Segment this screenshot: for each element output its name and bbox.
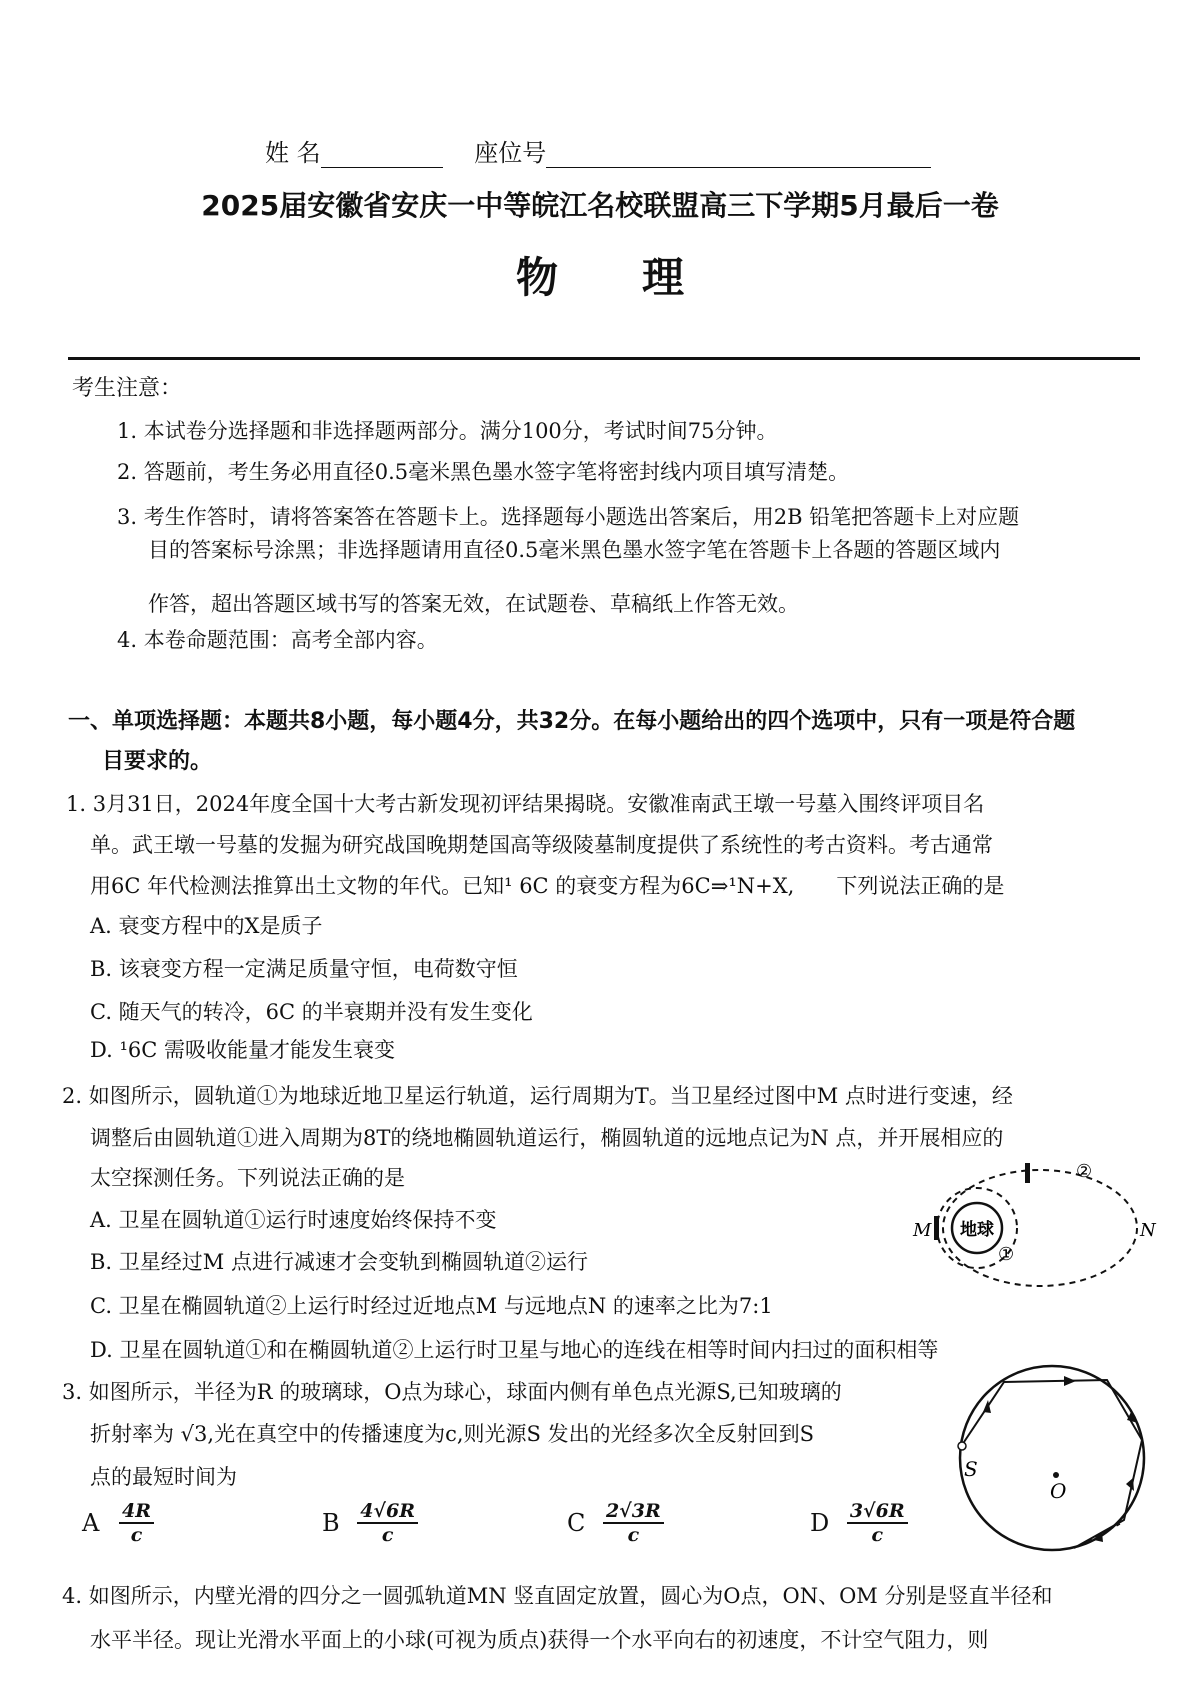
seat-label: 座位号 bbox=[474, 139, 547, 167]
name-label: 姓 名 bbox=[265, 139, 321, 167]
q3-option-a-label: A bbox=[82, 1509, 100, 1537]
q4-stem-line-1: 4. 如图所示，内壁光滑的四分之一圆弧轨道MN 竖直固定放置，圆心为O点，ON、OM 分别是竖直半径和 bbox=[62, 1584, 1053, 1608]
q3-option-d-den: c bbox=[871, 1524, 884, 1546]
orbit-1-label: ① bbox=[998, 1244, 1015, 1265]
q3-option-a-num: 4R bbox=[119, 1500, 154, 1524]
glass-sphere-figure bbox=[952, 1360, 1152, 1560]
satellite-m-icon bbox=[934, 1216, 939, 1240]
center-label: O bbox=[1050, 1479, 1067, 1503]
earth-label: 地球 bbox=[960, 1220, 994, 1240]
q3-option-a-den: c bbox=[130, 1524, 143, 1546]
notice-item-3: 3. 考生作答时，请将答案答在答题卡上。选择题每小题选出答案后，用2B 铅笔把答题卡上对应题 bbox=[117, 505, 1020, 529]
q1-option-c[interactable]: C. 随天气的转冷，6C 的半衰期并没有发生变化 bbox=[90, 1000, 533, 1024]
center-point bbox=[1053, 1472, 1059, 1478]
arrow-icon-2 bbox=[1064, 1376, 1076, 1386]
q4-stem-line-2: 水平半径。现让光滑水平面上的小球(可视为质点)获得一个水平向右的初速度，不计空气阻力，则 bbox=[90, 1628, 989, 1652]
q3-option-c-label: C bbox=[567, 1509, 586, 1537]
q2-option-a[interactable]: A. 卫星在圆轨道①运行时速度始终保持不变 bbox=[90, 1208, 497, 1232]
q3-stem-line-1: 3. 如图所示，半径为R 的玻璃球，O点为球心，球面内侧有单色点光源S,已知玻璃的 bbox=[62, 1380, 842, 1404]
q3-option-d-fraction bbox=[847, 1500, 908, 1546]
notice-item-4: 4. 本卷命题范围：高考全部内容。 bbox=[117, 628, 438, 652]
section-heading: 一、单项选择题：本题共8小题，每小题4分，共32分。在每小题给出的四个选项中，只有一项是符合题 bbox=[68, 709, 1076, 734]
q2-option-d[interactable]: D. 卫星在圆轨道①和在椭圆轨道②上运行时卫星与地心的连线在相等时间内扫过的面积相等 bbox=[90, 1338, 939, 1362]
satellite-n-icon bbox=[1025, 1163, 1030, 1183]
q3-option-b[interactable] bbox=[322, 1500, 418, 1546]
q2-stem-line-1: 2. 如图所示，圆轨道①为地球近地卫星运行轨道，运行周期为T。当卫星经过图中M 点时进行变速，经 bbox=[62, 1084, 1013, 1108]
q3-stem-line-3: 点的最短时间为 bbox=[90, 1465, 237, 1489]
q1-option-b[interactable]: B. 该衰变方程一定满足质量守恒，电荷数守恒 bbox=[90, 957, 518, 981]
q3-option-c[interactable] bbox=[567, 1500, 664, 1546]
q3-option-a-fraction bbox=[119, 1500, 154, 1546]
q3-option-d-label: D bbox=[810, 1509, 830, 1537]
notice-item-2: 2. 答题前，考生务必用直径0.5毫米黑色墨水签字笔将密封线内项目填写清楚。 bbox=[117, 460, 850, 484]
point-n-label: N bbox=[1140, 1220, 1156, 1241]
name-row bbox=[265, 138, 931, 168]
orbit-figure bbox=[900, 1160, 1156, 1290]
q2-stem-line-2: 调整后由圆轨道①进入周期为8T的绕地椭圆轨道运行，椭圆轨道的远地点记为N 点，并开展相应的 bbox=[90, 1126, 1004, 1150]
notice-heading: 考生注意： bbox=[72, 376, 183, 401]
q3-option-b-fraction bbox=[357, 1500, 418, 1546]
orbit-2-label: ② bbox=[1076, 1161, 1093, 1182]
q3-stem-line-2: 折射率为 √3,光在真空中的传播速度为c,则光源S 发出的光经多次全反射回到S bbox=[90, 1422, 814, 1446]
q2-option-c[interactable]: C. 卫星在椭圆轨道②上运行时经过近地点M 与远地点N 的速率之比为7:1 bbox=[90, 1294, 773, 1318]
subject-title: 物 理 bbox=[515, 253, 684, 302]
q1-stem-line-2: 单。武王墩一号墓的发掘为研究战国晚期楚国高等级陵墓制度提供了系统性的考古资料。考古通常 bbox=[90, 833, 993, 857]
point-m-label: M bbox=[913, 1220, 932, 1241]
q3-option-d-num: 3√6R bbox=[847, 1500, 908, 1524]
q3-option-b-label: B bbox=[322, 1509, 340, 1537]
exam-title: 2025届安徽省安庆一中等皖江名校联盟高三下学期5月最后一卷 bbox=[201, 189, 999, 222]
q1-stem-line-1: 1. 3月31日，2024年度全国十大考古新发现初评结果揭晓。安徽准南武王墩一号墓入围终评项目名 bbox=[66, 792, 985, 816]
source-point bbox=[958, 1442, 966, 1450]
q1-option-a[interactable]: A. 衰变方程中的X是质子 bbox=[90, 914, 323, 938]
q1-option-d[interactable]: D. ¹6C 需吸收能量才能发生衰变 bbox=[90, 1038, 395, 1062]
seat-field[interactable] bbox=[546, 145, 931, 168]
q3-option-b-den: c bbox=[381, 1524, 394, 1546]
notice-item-3-cont2: 作答，超出答题区域书写的答案无效，在试题卷、草稿纸上作答无效。 bbox=[148, 592, 799, 616]
source-label: S bbox=[964, 1457, 978, 1481]
name-field[interactable] bbox=[321, 145, 443, 168]
q1-stem-line-3: 用6C 年代检测法推算出土文物的年代。已知¹ 6C 的衰变方程为6C⇒¹N+X, 下列说法正确的是 bbox=[90, 874, 1005, 898]
notice-item-1: 1. 本试卷分选择题和非选择题两部分。满分100分，考试时间75分钟。 bbox=[117, 419, 778, 443]
section-heading-cont: 目要求的。 bbox=[102, 749, 213, 774]
q3-option-a[interactable] bbox=[82, 1500, 154, 1546]
q3-option-d[interactable] bbox=[810, 1500, 908, 1546]
notice-item-3-cont: 目的答案标号涂黑；非选择题请用直径0.5毫米黑色墨水签字笔在答题卡上各题的答题区域内 bbox=[148, 538, 1001, 562]
q3-option-c-den: c bbox=[627, 1524, 640, 1546]
q2-option-b[interactable]: B. 卫星经过M 点进行减速才会变轨到椭圆轨道②运行 bbox=[90, 1250, 588, 1274]
q3-option-b-num: 4√6R bbox=[357, 1500, 418, 1524]
q2-stem-line-3: 太空探测任务。下列说法正确的是 bbox=[90, 1166, 405, 1190]
q3-option-c-fraction bbox=[603, 1500, 664, 1546]
header-divider bbox=[68, 357, 1140, 360]
q3-option-c-num: 2√3R bbox=[603, 1500, 664, 1524]
sphere-circle bbox=[960, 1366, 1144, 1550]
